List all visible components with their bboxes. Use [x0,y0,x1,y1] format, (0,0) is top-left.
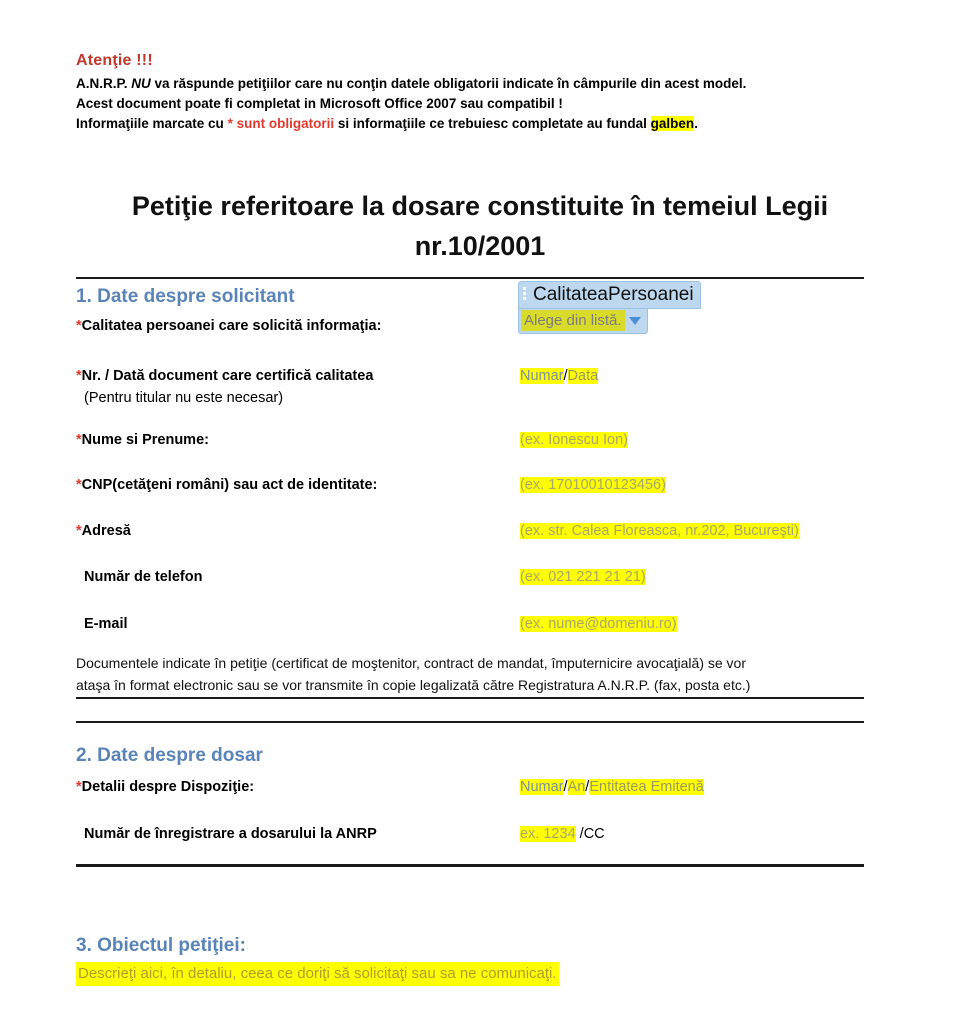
row-nr-data-document-label-text: Nr. / Dată document care certifică calitatea [81,368,374,384]
numar-placeholder[interactable]: Numar [520,368,564,384]
warning-line-3-part-f: . [694,116,698,131]
row-nr-data-document [76,365,876,389]
value-separator: / [585,779,590,795]
row-numar-inregistrare-value[interactable] [520,823,605,845]
row-telefon-label [84,566,202,588]
row-cnp-value[interactable] [520,474,666,496]
row-calitatea-persoanei-label [76,315,381,337]
row-cnp [76,474,876,498]
warning-line-3-highlight-word: galben [650,116,695,131]
required-star: * [76,477,82,493]
required-star: * [76,523,82,539]
row-detalii-dispozitie-label [76,776,254,798]
dispozitie-an-placeholder[interactable]: An [567,779,586,795]
row-telefon-label-text: Număr de telefon [84,569,203,585]
row-email-label-text: E-mail [84,616,128,632]
row-cnp-label-text: CNP(cetăţeni români) sau act de identitate: [81,477,378,493]
required-star: * [76,779,82,795]
warning-line-3-required-text: sunt obligatorii [232,116,335,131]
warning-line-1-emphasis: NU [131,76,151,91]
drag-handle-icon [523,287,526,303]
row-nr-data-document-sublabel-text: (Pentru titular nu este necesar) [84,390,284,406]
row-telefon-value[interactable] [520,566,646,588]
value-separator: / [563,368,568,384]
row-calitatea-persoanei-label-text: Calitatea persoanei care solicită informaţia: [81,318,382,334]
row-email-label [84,613,128,635]
warning-line-3-part-a: Informaţiile marcate cu [76,116,228,131]
row-detalii-dispozitie [76,776,876,800]
row-numar-inregistrare [76,823,876,847]
row-numar-inregistrare-label [84,823,377,845]
row-adresa-label-text: Adresă [81,523,131,539]
row-nume-prenume-value[interactable] [520,429,628,451]
section-2-heading: 2. Date despre dosar [76,745,263,766]
row-nume-prenume-label [76,429,209,451]
row-nume-prenume [76,429,876,453]
row-adresa [76,520,876,544]
dropdown-placeholder-text[interactable]: Alege din listă. [521,310,625,331]
divider-top [76,277,864,279]
required-star: * [76,368,82,384]
section-3-heading: 3. Obiectul petiţiei: [76,935,246,956]
warning-line-1 [76,74,876,94]
row-email [76,613,876,637]
row-adresa-value[interactable] [520,520,799,542]
section-1-heading: 1. Date despre solicitant [76,286,295,307]
required-star: * [76,318,82,334]
warning-block [76,52,876,134]
row-email-value[interactable] [520,613,677,635]
warning-line-2: Acest document poate fi completat in Microsoft Office 2007 sau compatibil ! [76,96,563,111]
dispozitie-entitate-placeholder[interactable]: Entitatea Emitenă [589,779,704,795]
adresa-placeholder[interactable]: (ex. str. Calea Floreasca, nr.202, Bucureşti) [520,523,799,539]
page-title-line-1: Petiţie referitoare la dosare constituite în temeiul Legii [131,191,829,221]
page-title-line-2: nr.10/2001 [414,231,546,261]
row-numar-inregistrare-label-text: Număr de înregistrare a dosarului la ANRP [84,826,377,842]
dispozitie-numar-placeholder[interactable]: Numar [520,779,564,795]
data-placeholder[interactable]: Data [567,368,599,384]
row-nr-data-document-label [76,365,373,387]
documents-note [76,652,876,696]
warning-line-1-part-c: va răspunde petiţiilor care nu conţin datele obligatorii indicate în câmpurile din acest model. [150,76,747,91]
row-nume-prenume-label-text: Nume si Prenume: [81,432,209,448]
required-star-legend: * [227,116,233,131]
divider-section2-bottom [76,864,864,867]
row-nr-data-document-sublabel [76,387,876,411]
warning-line-1-part-a: A.N.R.P. [76,76,132,91]
warning-line-3 [76,114,876,134]
divider-section1-bottom-outer [76,697,864,699]
row-nr-data-document-value[interactable] [520,365,598,387]
numar-inregistrare-suffix: /CC [575,826,605,842]
email-placeholder[interactable]: (ex. nume@domeniu.ro) [520,616,677,632]
warning-title: Atenţie !!! [76,52,153,69]
required-star: * [76,432,82,448]
content-control-tag-label: CalitateaPersoanei [533,284,694,305]
content-control-tag-header[interactable] [518,281,701,309]
obiectul-petitiei-input[interactable]: Descrieţi aici, în detaliu, ceea ce doriţi să solicitaţi sau sa ne comunicaţi. [76,962,559,986]
page-title [80,186,880,266]
documents-note-line-2: ataşa în format electronic sau se vor transmite în copie legalizată către Registratura A.N.R.P. (fax, posta etc.) [76,677,751,693]
row-calitatea-persoanei [76,315,876,339]
row-detalii-dispozitie-label-text: Detalii despre Dispoziţie: [81,779,255,795]
nume-prenume-placeholder[interactable]: (ex. Ionescu Ion) [520,432,628,448]
telefon-placeholder[interactable]: (ex. 021 221 21 21) [520,569,646,585]
warning-line-3-part-d: si informaţiile ce trebuiesc completate au fundal [334,116,651,131]
row-adresa-label [76,520,131,542]
divider-section1-bottom-inner [76,721,864,723]
row-detalii-dispozitie-value[interactable] [520,776,704,798]
cnp-placeholder[interactable]: (ex. 17010010123456) [520,477,666,493]
row-telefon [76,566,876,590]
documents-note-line-1: Documentele indicate în petiţie (certificat de moştenitor, contract de mandat, împuternicire avocaţială) se vor [76,655,746,671]
row-cnp-label [76,474,377,496]
value-separator: / [563,779,568,795]
numar-inregistrare-placeholder[interactable]: ex. 1234 [520,826,576,842]
